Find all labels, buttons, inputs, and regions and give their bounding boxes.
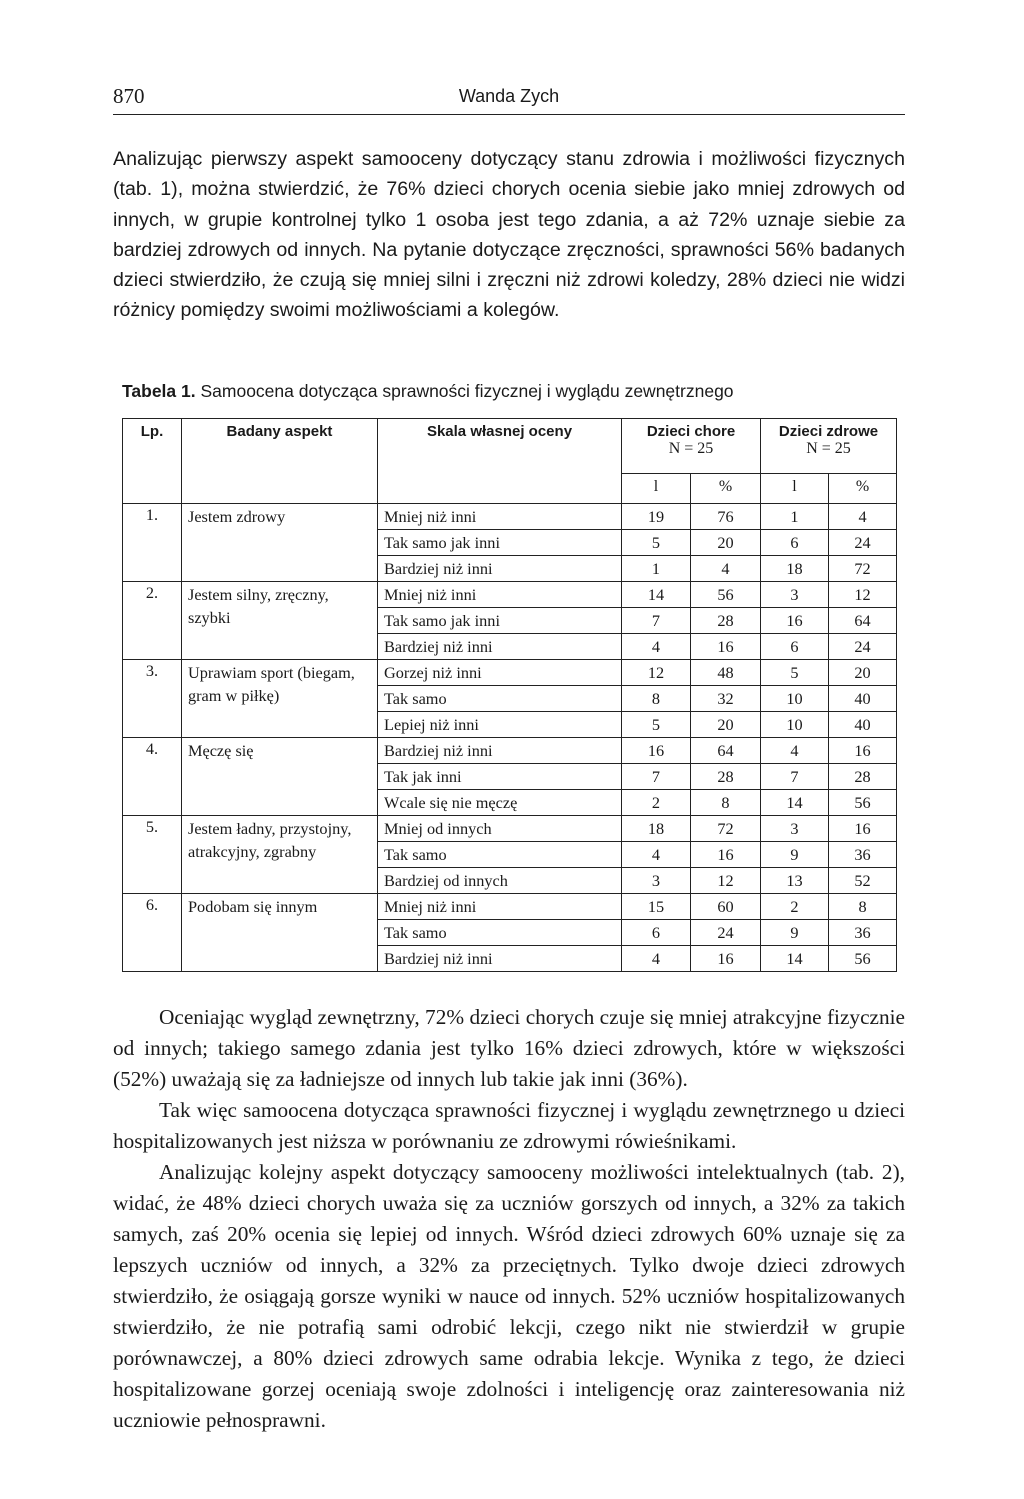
paragraph-intro: Analizując pierwszy aspekt samooceny dotyczący stanu zdrowia i możliwości fizycznych (tab. 1), można stwierdzić, że 76% dzieci chorych ocenia siebie jako mniej zdrowych od innych, w grupie kontrolnej tylko 1 osoba jest tego zdania, a aż 72% uznaje siebie za bardziej zdrowych od innych. Na pytanie dotyczące zręczności, sprawności 56% badanych dzieci stwierdziło, że czują się mniej silni i zręczni niż zdrowi koledzy, 28% dzieci nie widzi różnicy pomiędzy swoimi możliwościami a kolegów. [113, 148, 905, 322]
cell-sick-count: 7 [622, 608, 691, 634]
cell-lp: 5. [123, 816, 182, 894]
cell-healthy-percent: 36 [829, 920, 897, 946]
paragraph-intellectual [113, 1157, 905, 1436]
cell-healthy-count: 1 [761, 504, 829, 530]
cell-scale: Bardziej niż inni [378, 634, 622, 660]
text-after-table [113, 1002, 905, 1436]
cell-sick-count: 4 [622, 842, 691, 868]
cell-sick-count: 4 [622, 634, 691, 660]
cell-sick-percent: 20 [691, 530, 761, 556]
cell-sick-percent: 16 [691, 842, 761, 868]
cell-healthy-percent: 24 [829, 634, 897, 660]
cell-healthy-percent: 4 [829, 504, 897, 530]
cell-sick-count: 16 [622, 738, 691, 764]
cell-sick-percent: 60 [691, 894, 761, 920]
cell-healthy-count: 6 [761, 530, 829, 556]
cell-scale: Tak samo [378, 842, 622, 868]
cell-healthy-count: 4 [761, 738, 829, 764]
cell-aspect: Męczę się [182, 738, 378, 816]
cell-sick-count: 4 [622, 946, 691, 972]
cell-aspect: Podobam się innym [182, 894, 378, 972]
cell-lp: 2. [123, 582, 182, 660]
cell-healthy-count: 16 [761, 608, 829, 634]
cell-sick-percent: 16 [691, 946, 761, 972]
cell-scale: Mniej niż inni [378, 504, 622, 530]
cell-lp: 3. [123, 660, 182, 738]
cell-sick-percent: 76 [691, 504, 761, 530]
cell-scale: Mniej niż inni [378, 582, 622, 608]
cell-scale: Mniej niż inni [378, 894, 622, 920]
paragraph-intellectual-text: Analizując kolejny aspekt dotyczący samooceny możliwości intelektualnych (tab. 2), widać, że 48% dzieci chorych uważa się za uczniów gorszych od innych, a 32% za takich samych, zaś 20% ocenia się lepiej od innych. Wśród dzieci zdrowych 60% uznaje się za lepszych uczniów od innych, a 32% za przeciętnych. Tylko dwoje dzieci zdrowych stwierdziło, że osiągają gorsze wyniki w nauce od innych. 52% uczniów hospitalizowanych stwierdziło, że nie potrafią sami odrobić lekcji, czego nikt nie stwierdził w grupie porównawczej, a 80% dzieci zdrowych same odrabia lekcje. Wynika z tego, że dzieci hospitalizowane gorzej oceniają swoje zdolności i inteligencję oraz zainteresowania niż uczniowie pełnosprawni. [113, 1160, 905, 1432]
cell-healthy-count: 2 [761, 894, 829, 920]
cell-scale: Tak samo jak inni [378, 608, 622, 634]
cell-sick-percent: 28 [691, 608, 761, 634]
cell-scale: Bardziej niż inni [378, 556, 622, 582]
cell-sick-count: 15 [622, 894, 691, 920]
header-healthy-title: Dzieci zdrowe [778, 423, 879, 440]
cell-healthy-count: 6 [761, 634, 829, 660]
cell-sick-count: 3 [622, 868, 691, 894]
table-row [123, 894, 897, 920]
cell-healthy-count: 14 [761, 946, 829, 972]
running-head-author: Wanda Zych [458, 86, 560, 106]
cell-sick-count: 18 [622, 816, 691, 842]
cell-healthy-percent: 20 [829, 660, 897, 686]
cell-sick-count: 1 [622, 556, 691, 582]
table-row [123, 816, 897, 842]
cell-sick-count: 8 [622, 686, 691, 712]
cell-sick-count: 14 [622, 582, 691, 608]
header-scale: Skala własnej oceny [378, 419, 622, 504]
cell-sick-percent: 48 [691, 660, 761, 686]
cell-healthy-percent: 24 [829, 530, 897, 556]
cell-healthy-count: 3 [761, 816, 829, 842]
paragraph-appearance [113, 1002, 905, 1095]
cell-healthy-percent: 16 [829, 738, 897, 764]
cell-sick-percent: 20 [691, 712, 761, 738]
cell-scale: Mniej od innych [378, 816, 622, 842]
cell-scale: Bardziej niż inni [378, 946, 622, 972]
cell-sick-percent: 28 [691, 764, 761, 790]
cell-scale: Bardziej niż inni [378, 738, 622, 764]
cell-healthy-count: 10 [761, 686, 829, 712]
header-sick-count: l [622, 474, 691, 504]
cell-sick-percent: 24 [691, 920, 761, 946]
header-sick [622, 419, 761, 474]
table-caption [122, 381, 734, 402]
cell-healthy-percent: 28 [829, 764, 897, 790]
cell-scale: Tak samo [378, 920, 622, 946]
paragraph-conclusion [113, 1095, 905, 1157]
cell-sick-percent: 56 [691, 582, 761, 608]
cell-scale: Tak jak inni [378, 764, 622, 790]
page-header [113, 84, 905, 115]
cell-lp: 4. [123, 738, 182, 816]
cell-sick-percent: 72 [691, 816, 761, 842]
cell-sick-percent: 64 [691, 738, 761, 764]
cell-aspect: Uprawiam sport (biegam, gram w piłkę) [182, 660, 378, 738]
cell-sick-count: 2 [622, 790, 691, 816]
header-sick-percent: % [691, 474, 761, 504]
cell-sick-percent: 12 [691, 868, 761, 894]
header-healthy-count: l [761, 474, 829, 504]
header-healthy-n: N = 25 [806, 440, 851, 457]
cell-aspect: Jestem silny, zręczny, szybki [182, 582, 378, 660]
cell-scale: Tak samo jak inni [378, 530, 622, 556]
cell-healthy-count: 7 [761, 764, 829, 790]
table-self-assessment [122, 418, 897, 972]
cell-sick-count: 5 [622, 712, 691, 738]
cell-aspect: Jestem ładny, przystojny, atrakcyjny, zgrabny [182, 816, 378, 894]
cell-sick-count: 7 [622, 764, 691, 790]
cell-healthy-percent: 72 [829, 556, 897, 582]
cell-sick-percent: 4 [691, 556, 761, 582]
cell-scale: Lepiej niż inni [378, 712, 622, 738]
header-healthy-percent: % [829, 474, 897, 504]
cell-healthy-count: 18 [761, 556, 829, 582]
cell-healthy-count: 14 [761, 790, 829, 816]
cell-healthy-percent: 12 [829, 582, 897, 608]
cell-sick-percent: 8 [691, 790, 761, 816]
cell-healthy-count: 10 [761, 712, 829, 738]
cell-healthy-count: 3 [761, 582, 829, 608]
paragraph-conclusion-text: Tak więc samoocena dotycząca sprawności fizycznej i wyglądu zewnętrznego u dzieci hospitalizowanych jest niższa w porównaniu ze zdrowymi rówieśnikami. [113, 1098, 905, 1153]
cell-scale: Wcale się nie męczę [378, 790, 622, 816]
cell-sick-count: 19 [622, 504, 691, 530]
cell-sick-percent: 32 [691, 686, 761, 712]
table-row [123, 660, 897, 686]
cell-healthy-percent: 56 [829, 946, 897, 972]
cell-healthy-percent: 40 [829, 712, 897, 738]
table-caption-label: Tabela 1. [122, 381, 196, 401]
cell-scale: Gorzej niż inni [378, 660, 622, 686]
header-aspect: Badany aspekt [182, 419, 378, 504]
cell-healthy-percent: 52 [829, 868, 897, 894]
cell-healthy-count: 5 [761, 660, 829, 686]
header-healthy [761, 419, 897, 474]
page-number: 870 [113, 84, 145, 108]
table-row [123, 582, 897, 608]
header-lp: Lp. [123, 419, 182, 504]
table-caption-text: Samoocena dotycząca sprawności fizycznej i wyglądu zewnętrznego [200, 381, 734, 401]
cell-healthy-percent: 16 [829, 816, 897, 842]
cell-healthy-count: 13 [761, 868, 829, 894]
header-sick-n: N = 25 [668, 440, 714, 457]
cell-sick-count: 6 [622, 920, 691, 946]
cell-healthy-percent: 36 [829, 842, 897, 868]
cell-aspect: Jestem zdrowy [182, 504, 378, 582]
cell-healthy-percent: 64 [829, 608, 897, 634]
cell-lp: 1. [123, 504, 182, 582]
cell-healthy-count: 9 [761, 842, 829, 868]
cell-lp: 6. [123, 894, 182, 972]
cell-sick-count: 5 [622, 530, 691, 556]
table-row [123, 504, 897, 530]
table-row [123, 738, 897, 764]
cell-healthy-percent: 56 [829, 790, 897, 816]
paragraph-appearance-text: Oceniając wygląd zewnętrzny, 72% dzieci chorych czuje się mniej atrakcyjne fizycznie od innych; takiego samego zdania jest tylko 16% dzieci zdrowych, które w większości (52%) uważają się za ładniejsze od innych lub takie jak inni (36%). [113, 1005, 905, 1091]
cell-healthy-count: 9 [761, 920, 829, 946]
header-sick-title: Dzieci chore [646, 423, 736, 440]
cell-sick-count: 12 [622, 660, 691, 686]
cell-scale: Tak samo [378, 686, 622, 712]
cell-healthy-percent: 40 [829, 686, 897, 712]
cell-healthy-percent: 8 [829, 894, 897, 920]
cell-sick-percent: 16 [691, 634, 761, 660]
cell-scale: Bardziej od innych [378, 868, 622, 894]
